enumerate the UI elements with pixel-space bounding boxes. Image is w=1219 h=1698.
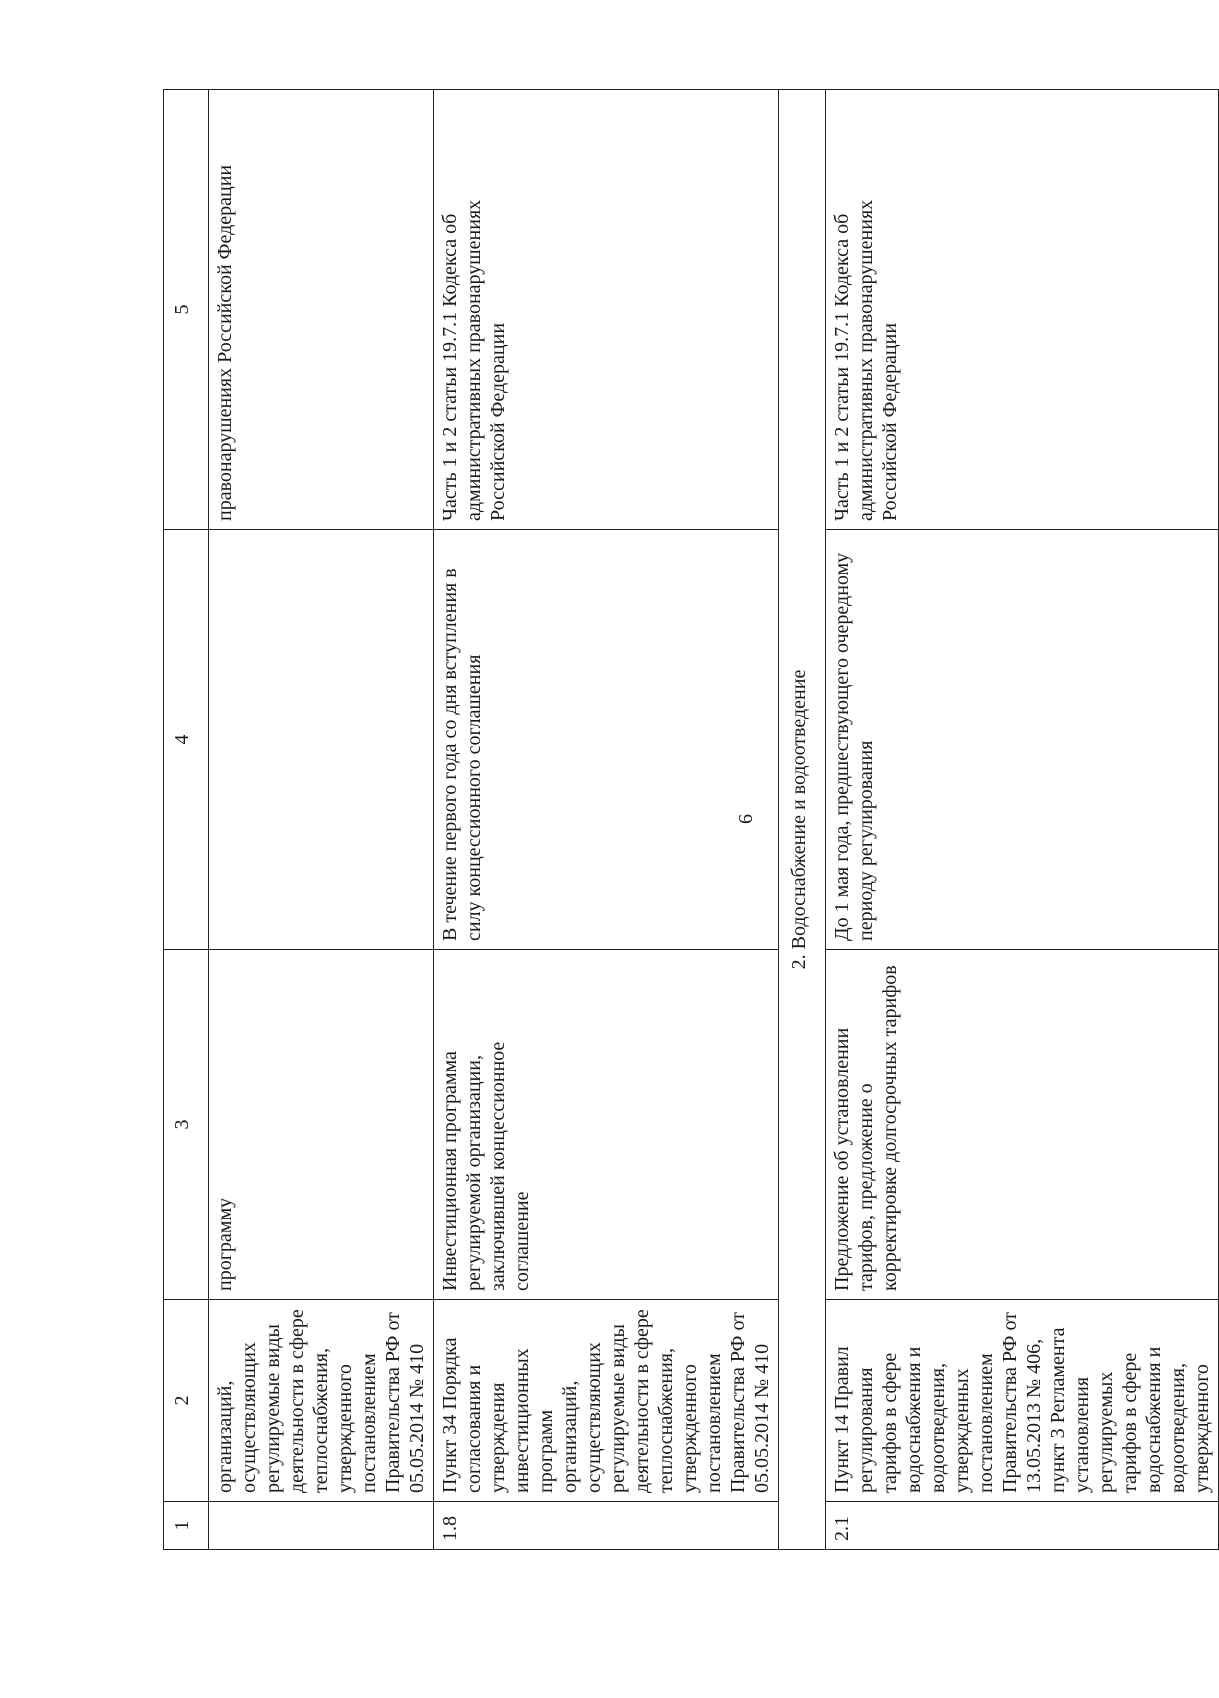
table-row <box>209 90 434 1550</box>
col-header-2: 2 <box>164 1300 209 1502</box>
row-number-cell: 1.8 <box>434 1502 779 1550</box>
col-header-3: 3 <box>164 950 209 1300</box>
page-number: 6 <box>735 814 757 824</box>
deadline-cell: До 1 мая года, предшествующего очередному периоду регулирования <box>826 530 1219 950</box>
liability-cell: Часть 1 и 2 статьи 19.7.1 Кодекса об административных правонарушениях Российской Федерации <box>434 90 779 530</box>
document-cell: Предложение об установлении тарифов, предложение о корректировке долгосрочных тарифов <box>826 950 1219 1300</box>
liability-cell: Часть 1 и 2 статьи 19.7.1 Кодекса об административных правонарушениях Российской Федерации <box>826 90 1219 530</box>
row-number-cell <box>209 1502 434 1550</box>
col-header-4: 4 <box>164 530 209 950</box>
rotated-table-container <box>163 90 1213 1550</box>
deadline-cell: В течение первого года со дня вступления в силу концессионного соглашения <box>434 530 779 950</box>
section-row <box>779 90 826 1550</box>
liability-cell: правонарушениях Российской Федерации <box>209 90 434 530</box>
header-row <box>164 90 209 1550</box>
row-number-cell: 2.1 <box>826 1502 1219 1550</box>
col-header-1: 1 <box>164 1502 209 1550</box>
legal-basis-cell: Пункт 14 Правил регулирования тарифов в сфере водоснабжения и водоотведения, утвержденных постановлением Правительства РФ от 13.05.2013 № 406, пункт 3 Регламента установления регулируемых тарифов в сфере водоснабжения и водоотведения, утвержденного <box>826 1300 1219 1502</box>
section-heading: 2. Водоснабжение и водоотведение <box>779 90 826 1550</box>
table-row <box>826 90 1219 1550</box>
col-header-5: 5 <box>164 90 209 530</box>
table-row <box>434 90 779 1550</box>
legal-basis-cell: Пункт 34 Порядка согласования и утверждения инвестиционных программ организаций, осуществляющих регулируемые виды деятельности в сфере теплоснабжения, утвержденного постановлением Правительства РФ от 05.05.2014 № 410 <box>434 1300 779 1502</box>
document-cell: программу <box>209 950 434 1300</box>
deadline-cell <box>209 530 434 950</box>
document-cell: Инвестиционная программа регулируемой организации, заключившей концессионное соглашение <box>434 950 779 1300</box>
regulation-table <box>163 89 1219 1550</box>
legal-basis-cell: организаций, осуществляющих регулируемые виды деятельности в сфере теплоснабжения, утвержденного постановлением Правительства РФ от 05.05.2014 № 410 <box>209 1300 434 1502</box>
